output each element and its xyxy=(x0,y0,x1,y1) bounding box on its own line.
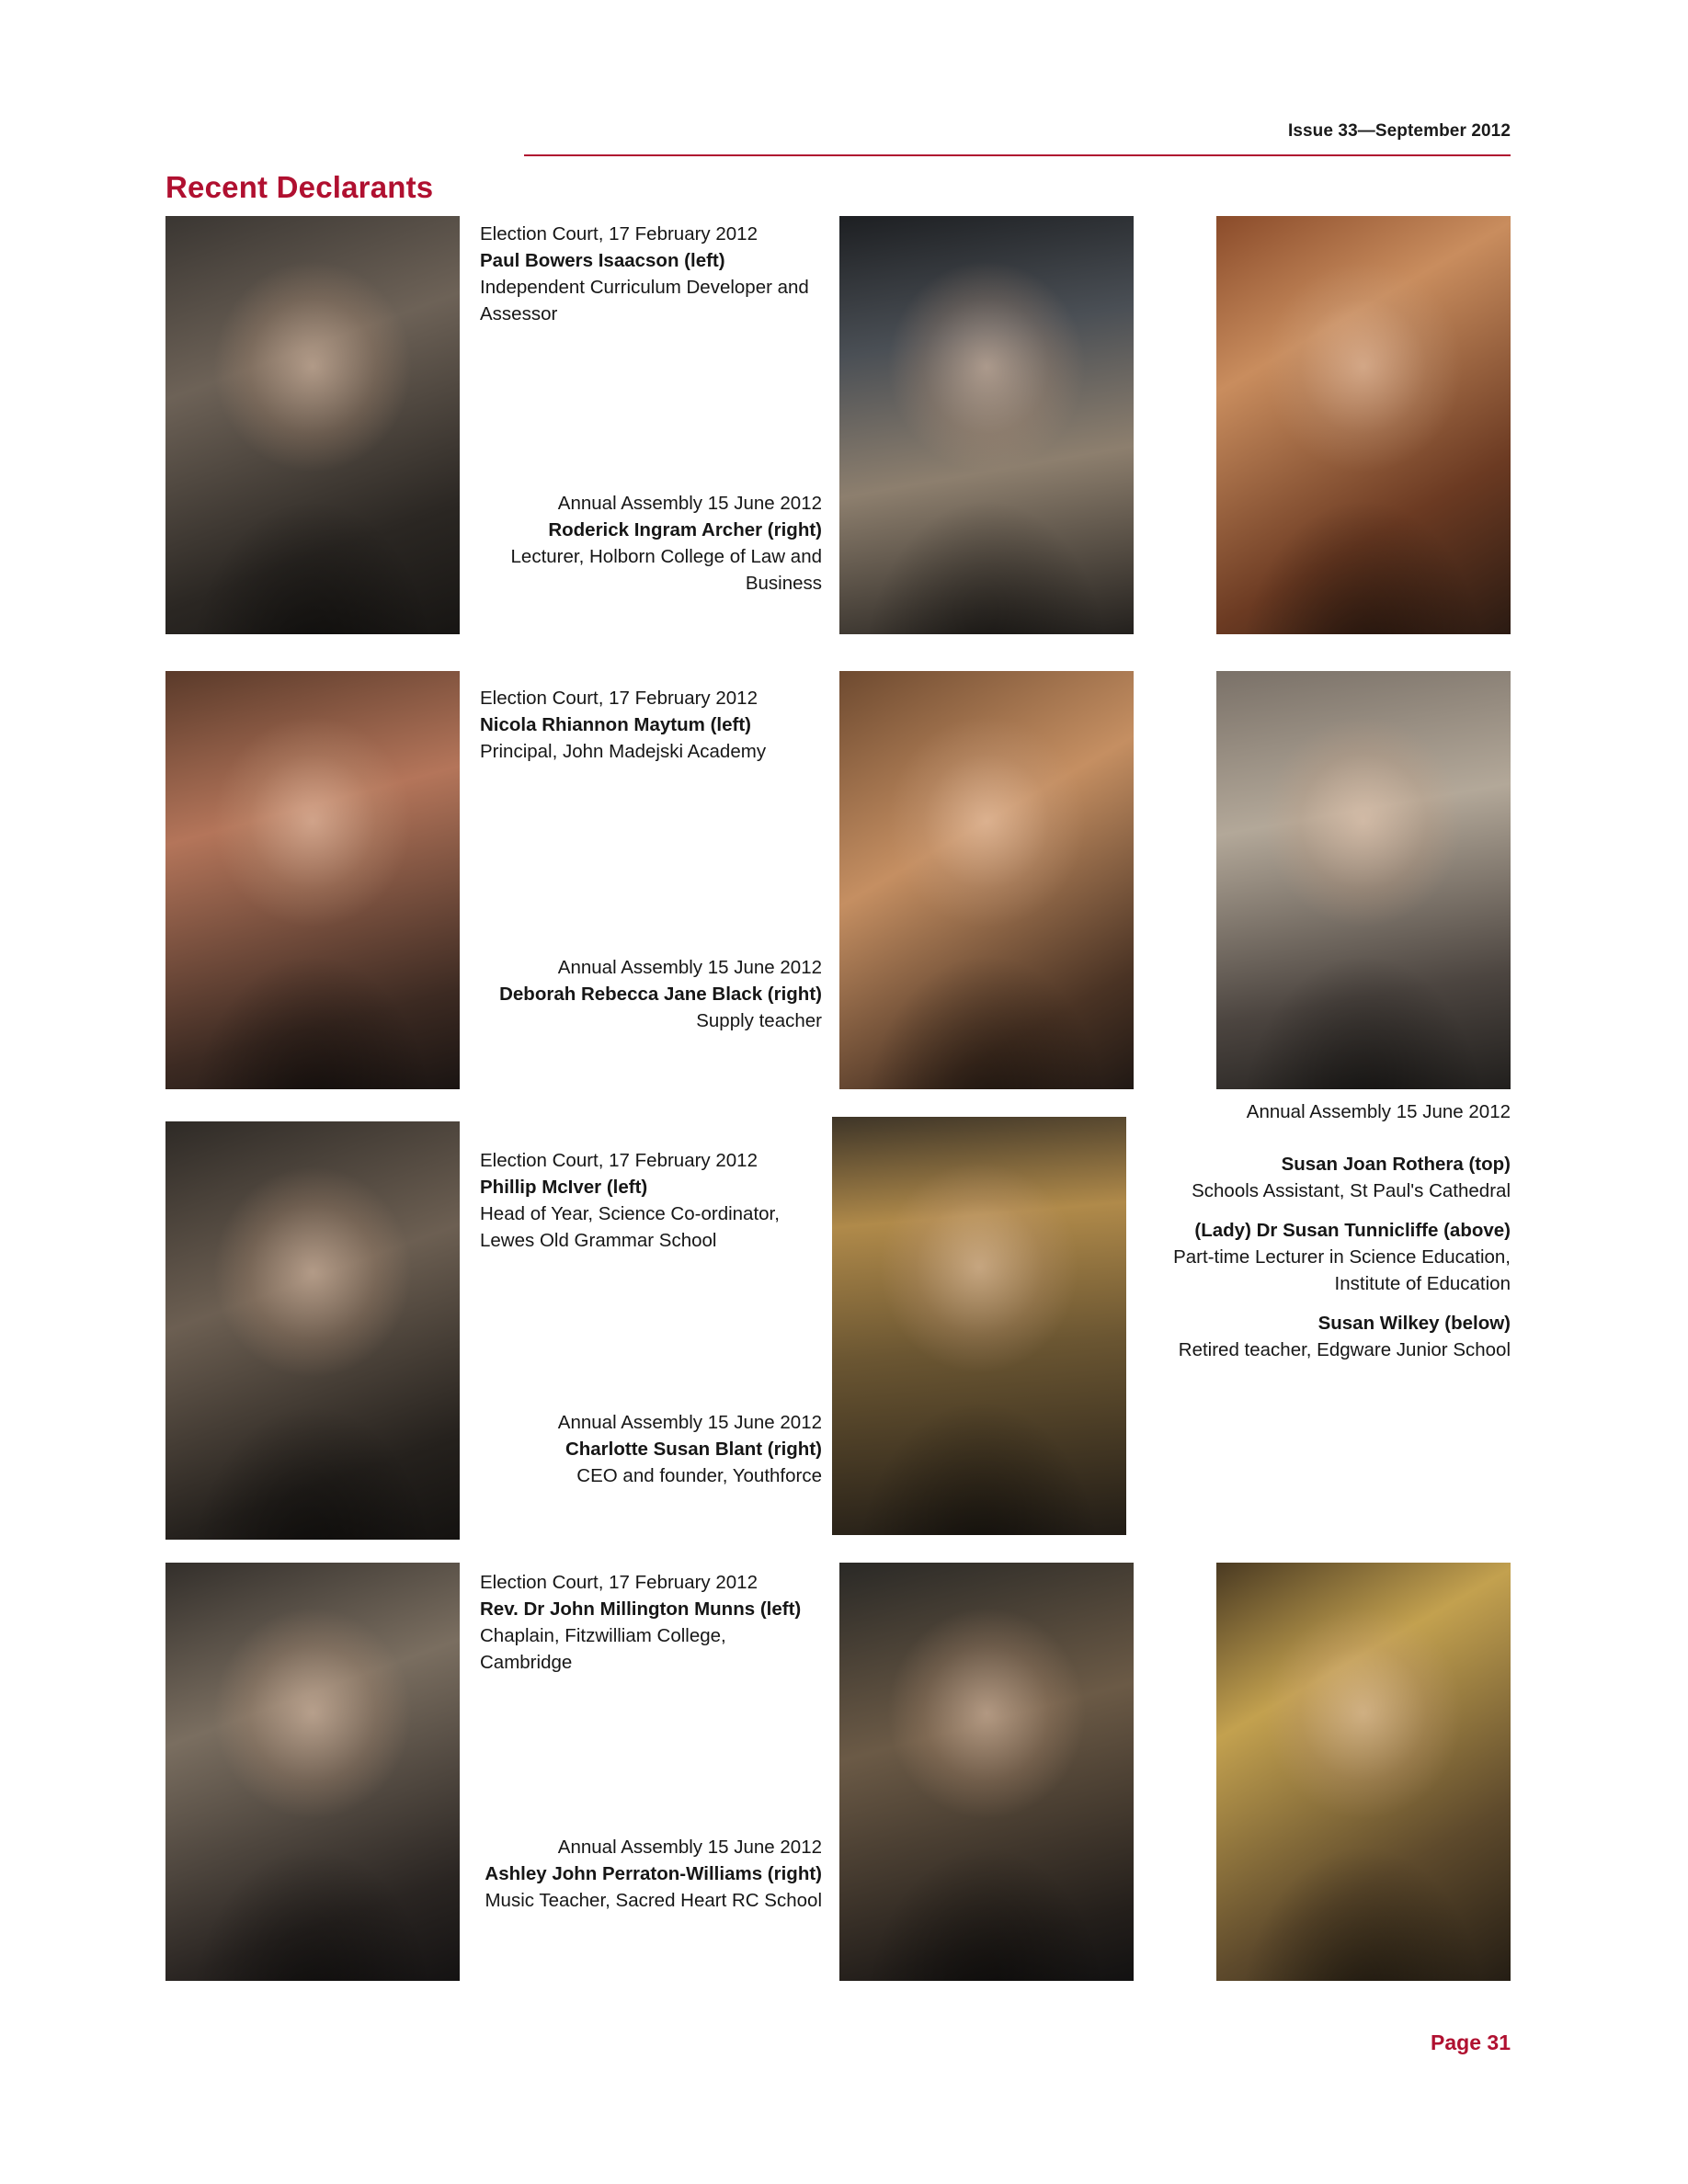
caption-name: Phillip McIver (left) xyxy=(480,1177,648,1198)
header-divider xyxy=(524,154,1511,156)
caption-date: Annual Assembly 15 June 2012 xyxy=(557,1412,822,1433)
caption-date: Election Court, 17 February 2012 xyxy=(480,1572,758,1593)
caption-role: Independent Curriculum Developer and Assessor xyxy=(480,277,809,324)
caption-date: Annual Assembly 15 June 2012 xyxy=(557,957,822,978)
caption-deborah-rebecca-jane-black xyxy=(480,954,822,1034)
portrait-image xyxy=(165,216,460,634)
caption-date: Election Court, 17 February 2012 xyxy=(480,688,758,709)
page-title: Recent Declarants xyxy=(165,170,434,204)
caption-name-wilkey: Susan Wilkey (below) xyxy=(1317,1313,1511,1334)
caption-role-wilkey: Retired teacher, Edgware Junior School xyxy=(1178,1339,1511,1360)
photo-roderick-ingram-archer xyxy=(839,216,1134,634)
caption-name-tunnicliffe: (Lady) Dr Susan Tunnicliffe (above) xyxy=(1194,1220,1511,1241)
caption-date: Election Court, 17 February 2012 xyxy=(480,223,758,245)
caption-date: Annual Assembly 15 June 2012 xyxy=(1246,1101,1511,1122)
caption-date: Election Court, 17 February 2012 xyxy=(480,1150,758,1171)
photo-ashley-john-perraton-williams xyxy=(839,1563,1134,1981)
portrait-image xyxy=(839,671,1134,1089)
portrait-image xyxy=(832,1117,1126,1535)
portrait-image xyxy=(165,671,460,1089)
caption-nicola-rhiannon-maytum xyxy=(480,685,822,765)
spacer xyxy=(1154,1138,1511,1151)
spacer xyxy=(1154,1297,1511,1310)
issue-label: Issue 33—September 2012 xyxy=(1287,121,1511,141)
portrait-image xyxy=(1216,671,1511,1089)
caption-name: Nicola Rhiannon Maytum (left) xyxy=(480,714,751,735)
caption-role-tunnicliffe: Part-time Lecturer in Science Education, Institute of Education xyxy=(1173,1246,1511,1294)
caption-role: Lecturer, Holborn College of Law and Business xyxy=(510,546,822,594)
portrait-image xyxy=(839,216,1134,634)
caption-date: Annual Assembly 15 June 2012 xyxy=(557,1837,822,1858)
portrait-image xyxy=(839,1563,1134,1981)
spacer xyxy=(1154,1125,1511,1138)
photo-charlotte-susan-blant xyxy=(832,1117,1126,1535)
caption-role: Supply teacher xyxy=(696,1010,822,1031)
photo-john-millington-munns xyxy=(165,1563,460,1981)
caption-name: Roderick Ingram Archer (right) xyxy=(548,519,822,540)
caption-ashley-john-perraton-williams xyxy=(480,1834,822,1914)
caption-name: Deborah Rebecca Jane Black (right) xyxy=(499,984,822,1005)
photo-susan-wilkey xyxy=(1216,1563,1511,1981)
portrait-image xyxy=(1216,1563,1511,1981)
portrait-image xyxy=(165,1563,460,1981)
caption-role: CEO and founder, Youthforce xyxy=(576,1465,822,1486)
caption-name: Paul Bowers Isaacson (left) xyxy=(480,250,725,271)
caption-role: Principal, John Madejski Academy xyxy=(480,741,767,762)
caption-roderick-ingram-archer xyxy=(480,490,822,597)
photo-nicola-rhiannon-maytum xyxy=(165,671,460,1089)
caption-name: Rev. Dr John Millington Munns (left) xyxy=(480,1598,802,1620)
photo-susan-joan-rothera xyxy=(1216,216,1511,634)
photo-paul-bowers-isaacson xyxy=(165,216,460,634)
caption-phillip-mciver xyxy=(480,1147,822,1254)
caption-right-column xyxy=(1154,1098,1511,1363)
portrait-image xyxy=(1216,216,1511,634)
caption-name-rothera: Susan Joan Rothera (top) xyxy=(1281,1154,1511,1175)
caption-role: Music Teacher, Sacred Heart RC School xyxy=(485,1890,822,1911)
caption-date: Annual Assembly 15 June 2012 xyxy=(557,493,822,514)
caption-paul-bowers-isaacson xyxy=(480,221,822,327)
caption-name: Charlotte Susan Blant (right) xyxy=(565,1439,822,1460)
caption-charlotte-susan-blant xyxy=(480,1409,822,1489)
photo-susan-tunnicliffe xyxy=(1216,671,1511,1089)
caption-role: Chaplain, Fitzwilliam College, Cambridge xyxy=(480,1625,726,1673)
photo-phillip-mciver xyxy=(165,1121,460,1540)
spacer xyxy=(1154,1204,1511,1217)
caption-role: Head of Year, Science Co-ordinator, Lewes Old Grammar School xyxy=(480,1203,780,1251)
caption-role-rothera: Schools Assistant, St Paul's Cathedral xyxy=(1192,1180,1511,1201)
caption-name: Ashley John Perraton-Williams (right) xyxy=(485,1863,822,1884)
photo-deborah-rebecca-jane-black xyxy=(839,671,1134,1089)
caption-john-millington-munns xyxy=(480,1569,822,1676)
page-number: Page 31 xyxy=(1431,2030,1511,2054)
portrait-image xyxy=(165,1121,460,1540)
